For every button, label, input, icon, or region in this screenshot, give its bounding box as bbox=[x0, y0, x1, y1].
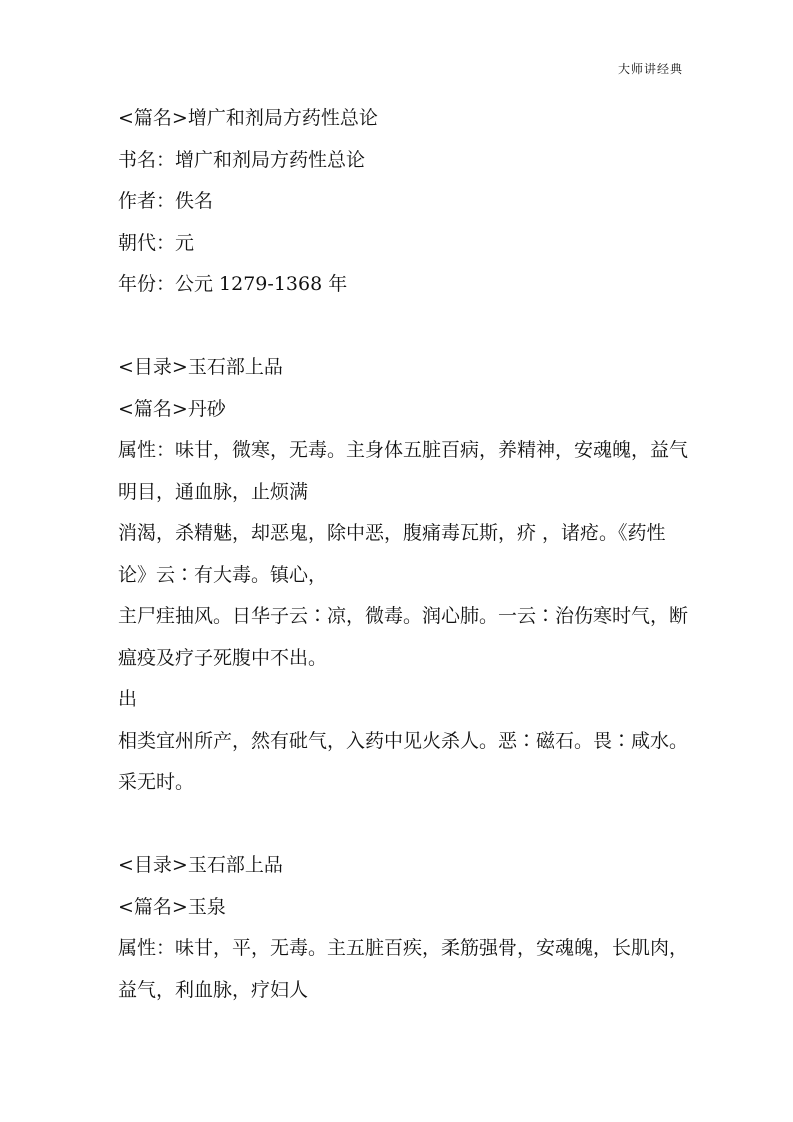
entry-paragraph: 属性：味甘，微寒，无毒。主身体五脏百病，养精神，安魂魄，益气明目，通血脉，止烦满 bbox=[118, 439, 689, 503]
entry-paragraph: 属性：味甘，平，无毒。主五脏百疾，柔筋强骨，安魂魄，长肌肉，益气，利血脉，疗妇人 bbox=[118, 937, 689, 1001]
spacer bbox=[118, 306, 690, 348]
page-header-brand: 大师讲经典 bbox=[617, 62, 683, 76]
book-name: 书名：增广和剂局方药性总论 bbox=[118, 148, 366, 171]
entry-paragraph: 消渴，杀精魅，却恶鬼，除中恶，腹痛毒瓦斯，疥 ，诸疮。《药性论》云∶有大毒。镇心， bbox=[118, 522, 666, 586]
year: 年份：公元 1279-1368 年 bbox=[118, 273, 348, 295]
author: 作者：佚名 bbox=[118, 190, 214, 212]
document-body bbox=[118, 98, 690, 1011]
entry-catalog: <目录>玉石部上品 bbox=[118, 356, 283, 378]
entry-paragraph: 相类宜州所产，然有砒气，入药中见火杀人。恶∶磁石。畏∶咸水。采无时。 bbox=[118, 729, 689, 793]
entry-title: <篇名>丹砂 bbox=[118, 397, 226, 420]
dynasty: 朝代：元 bbox=[118, 231, 195, 254]
entry-paragraph: 出 bbox=[118, 688, 138, 710]
entry-paragraph: 主尸疰抽风。日华子云∶凉，微毒。润心肺。一云∶治伤寒时气，断瘟疫及疗子死腹中不出。 bbox=[118, 605, 689, 669]
entry-catalog: <目录>玉石部上品 bbox=[118, 854, 283, 876]
entry-title: <篇名>玉泉 bbox=[118, 895, 226, 918]
spacer bbox=[118, 804, 690, 846]
chapter-title: <篇名>增广和剂局方药性总论 bbox=[118, 107, 378, 129]
